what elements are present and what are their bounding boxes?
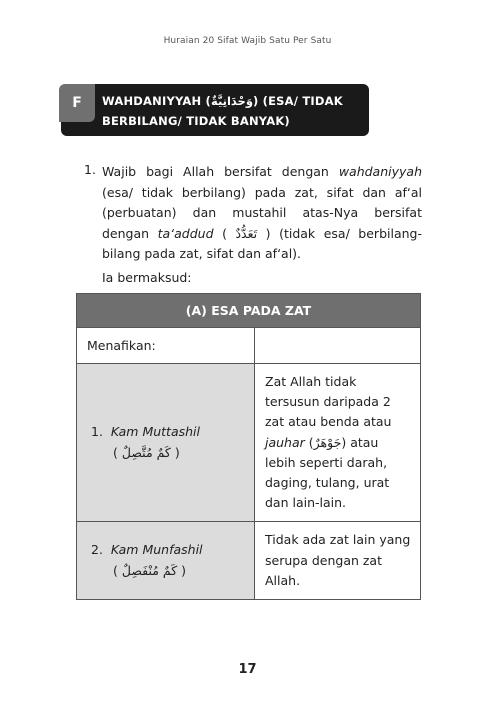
text-segment: ( <box>213 225 236 241</box>
section-title-part2: ) (ESA/ TIDAK BERBILANG/ TIDAK BANYAK) <box>102 94 343 128</box>
row-name-cell: 1. Kam Muttashil ( كَمٌ مُتَّصِلٌ ) <box>77 364 255 522</box>
term-wahdaniyyah: wahdaniyyah <box>338 164 422 179</box>
table-header: (A) ESA PADA ZAT <box>77 294 421 328</box>
row-number: 2. <box>91 541 103 557</box>
desc-segment: Tidak ada zat lain yang serupa dengan zat Allah. <box>265 532 411 588</box>
table-row <box>77 522 421 600</box>
row-name-cell: 2. Kam Munfashil ( كَمٌ مُنْفَصِلٌ ) <box>77 522 255 600</box>
term-jauhar: jauhar <box>265 434 305 450</box>
arabic-taaddud: تَعَدُّدٌ <box>235 225 258 241</box>
text-segment: (esa/ tidak berbilang) pada zat, sifat dan af‘al (perbuatan) dan mustahil atas-Nya bersifat dengan <box>102 184 422 241</box>
point-paragraph <box>102 162 422 265</box>
page-number: 17 <box>238 662 257 677</box>
row-name: Kam Muttashil <box>110 423 201 439</box>
section-title-part1: WAHDANIYYAH ( <box>102 94 211 108</box>
row-arabic: كَمٌ مُنْفَصِلٌ <box>121 562 178 578</box>
text-segment: ) (tidak esa/ berbilang-bilang pada zat, sifat dan af‘al). <box>102 225 422 262</box>
desc-segment: atau lebih seperti darah, daging, tulang, urat dan lain-lain. <box>265 434 390 511</box>
table-empty-cell <box>255 328 421 364</box>
row-number: 1. <box>91 423 103 439</box>
term-taaddud: ta‘addud <box>157 225 214 241</box>
row-description <box>255 522 421 600</box>
arabic-jauhar: جَوْهَرٌ <box>313 434 342 450</box>
meaning-label: Ia bermaksud: <box>102 270 192 285</box>
table-label-cell: Menafikan: <box>77 328 255 364</box>
row-description: Zat Allah tidak tersusun daripada 2 zat atau benda atau jauhar (جَوْهَرٌ) atau lebih seperti darah, daging, tulang, urat dan lain-lain. <box>255 364 421 522</box>
table-row <box>77 364 421 522</box>
row-name: Kam Munfashil <box>110 541 203 557</box>
section-letter-badge: F <box>59 84 95 122</box>
point-number: 1. <box>84 162 96 177</box>
section-title-arabic: وَحْدَانِيَّةٌ <box>210 94 253 108</box>
esa-pada-zat-table <box>76 293 421 600</box>
section-title <box>102 91 364 131</box>
running-header: Huraian 20 Sifat Wajib Satu Per Satu <box>163 36 332 46</box>
row-arabic: كَمٌ مُتَّصِلٌ <box>121 444 171 460</box>
text-segment: Wajib bagi Allah bersifat dengan <box>102 164 339 179</box>
desc-segment: Zat Allah tidak tersusun daripada 2 zat atau benda atau <box>265 374 392 430</box>
